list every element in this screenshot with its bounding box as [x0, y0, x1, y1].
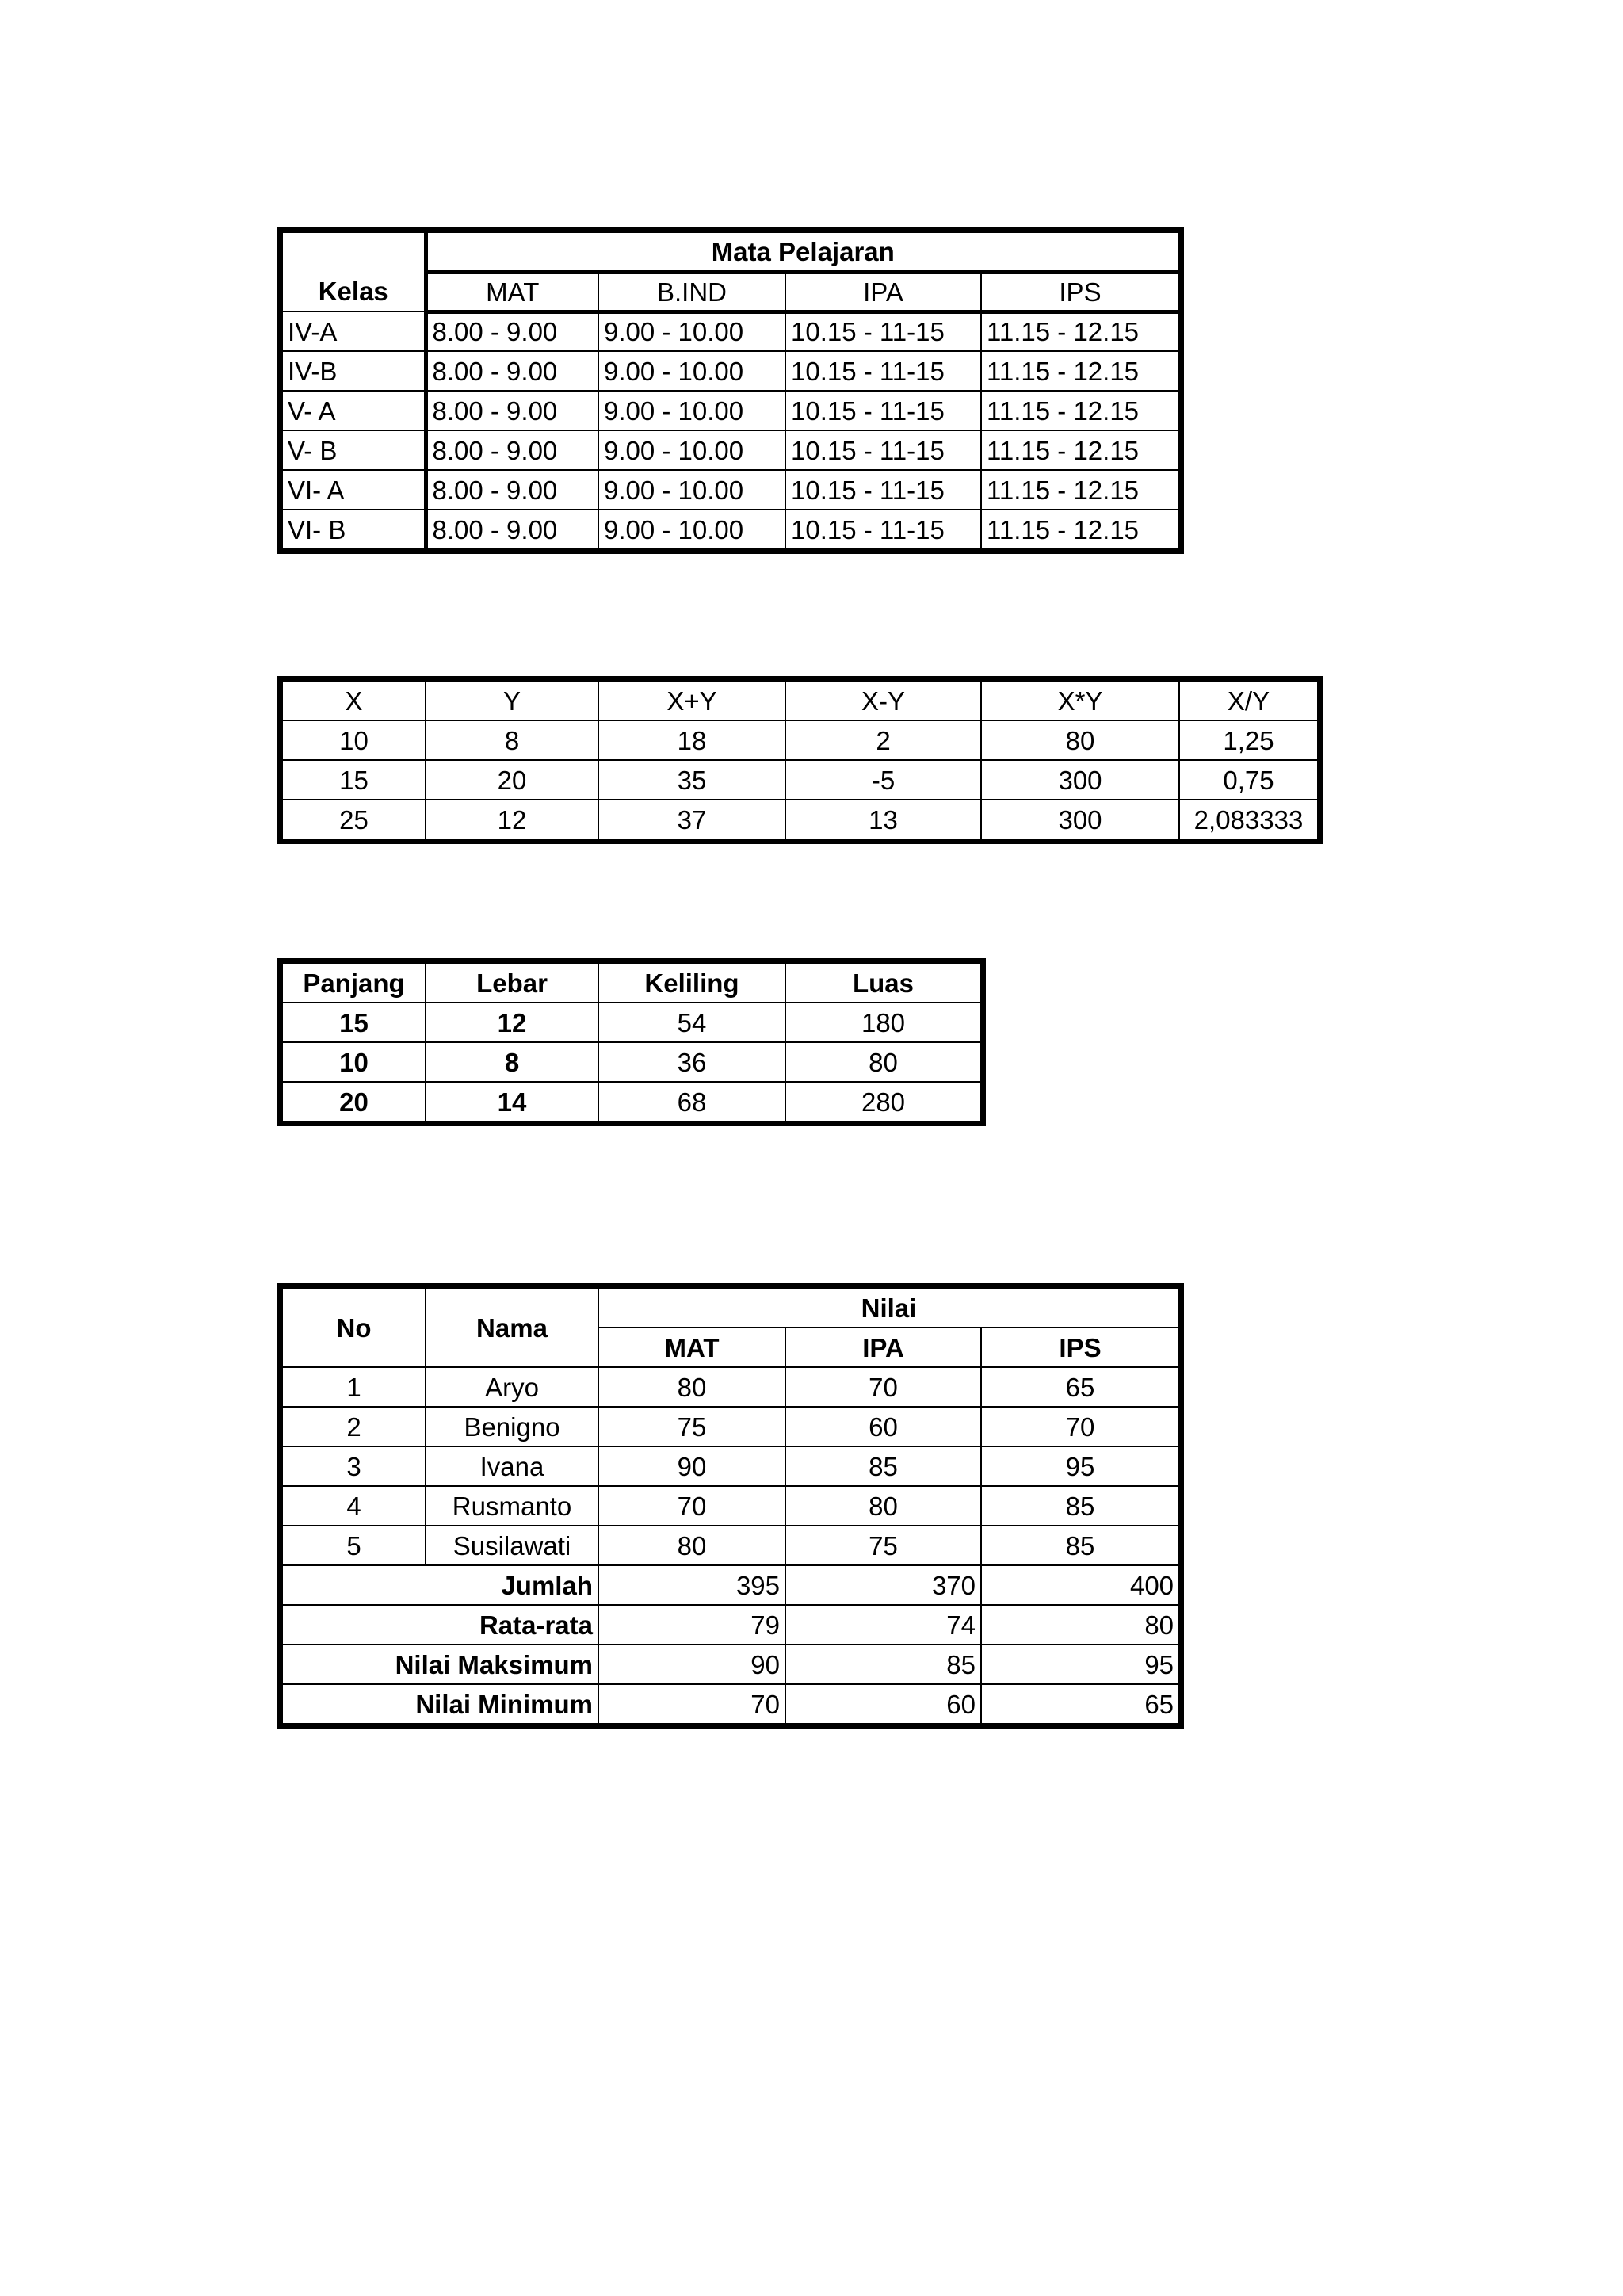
lebar-cell: 8: [426, 1042, 598, 1082]
kelas-cell: V- A: [282, 391, 426, 430]
summary-value: 70: [598, 1684, 785, 1724]
no-header: No: [282, 1288, 426, 1367]
score-cell: 70: [598, 1486, 785, 1526]
score-cell: 80: [598, 1526, 785, 1565]
schedule-row: [282, 311, 1179, 351]
xy-cell: 20: [426, 760, 598, 800]
kelas-cell: IV-A: [282, 311, 426, 351]
nama-cell: Ivana: [426, 1446, 598, 1486]
nama-cell: Rusmanto: [426, 1486, 598, 1526]
schedule-row: [282, 470, 1179, 510]
summary-value: 90: [598, 1645, 785, 1684]
table-row: [282, 1003, 981, 1042]
summary-value: 400: [981, 1565, 1179, 1605]
time-cell: 8.00 - 9.00: [426, 391, 598, 430]
lebar-cell: 12: [426, 1003, 598, 1042]
time-cell: 10.15 - 11-15: [785, 391, 981, 430]
schedule-row: [282, 510, 1179, 549]
time-cell: 8.00 - 9.00: [426, 311, 598, 351]
schedule-row: [282, 351, 1179, 391]
xy-cell: 80: [981, 720, 1179, 760]
table-row: [282, 1486, 1179, 1526]
subject-header: IPS: [981, 272, 1179, 311]
time-cell: 11.15 - 12.15: [981, 510, 1179, 549]
table-row: [282, 1446, 1179, 1486]
score-cell: 70: [981, 1407, 1179, 1446]
table-row: [282, 1526, 1179, 1565]
nama-cell: Aryo: [426, 1367, 598, 1407]
subject-header: IPA: [785, 272, 981, 311]
summary-value: 80: [981, 1605, 1179, 1645]
xy-cell: 25: [282, 800, 426, 839]
grades-table: [281, 1287, 1180, 1725]
summary-value: 65: [981, 1684, 1179, 1724]
summary-label: Rata-rata: [282, 1605, 598, 1645]
table-row: [282, 1367, 1179, 1407]
score-cell: 85: [785, 1446, 981, 1486]
kelas-cell: VI- B: [282, 510, 426, 549]
nama-header: Nama: [426, 1288, 598, 1367]
table-row: [282, 760, 1318, 800]
rect-header: Lebar: [426, 963, 598, 1003]
summary-value: 395: [598, 1565, 785, 1605]
schedule-row: [282, 430, 1179, 470]
summary-value: 85: [785, 1645, 981, 1684]
rectangle-table: [281, 962, 982, 1122]
panjang-cell: 15: [282, 1003, 426, 1042]
summary-row: [282, 1684, 1179, 1724]
keliling-cell: 54: [598, 1003, 785, 1042]
time-cell: 10.15 - 11-15: [785, 430, 981, 470]
subject-header: B.IND: [598, 272, 785, 311]
summary-value: 79: [598, 1605, 785, 1645]
xy-cell: 300: [981, 800, 1179, 839]
xy-cell: 15: [282, 760, 426, 800]
time-cell: 11.15 - 12.15: [981, 470, 1179, 510]
subject-header: IPA: [785, 1328, 981, 1367]
summary-row: [282, 1645, 1179, 1684]
time-cell: 11.15 - 12.15: [981, 351, 1179, 391]
score-cell: 85: [981, 1486, 1179, 1526]
subject-header: MAT: [426, 272, 598, 311]
subject-header: MAT: [598, 1328, 785, 1367]
table-row: [282, 720, 1318, 760]
time-cell: 11.15 - 12.15: [981, 311, 1179, 351]
score-cell: 80: [785, 1486, 981, 1526]
xy-cell: 2,083333: [1179, 800, 1318, 839]
table-row: [282, 1082, 981, 1121]
summary-label: Nilai Maksimum: [282, 1645, 598, 1684]
table-row: [282, 1407, 1179, 1446]
keliling-cell: 36: [598, 1042, 785, 1082]
keliling-cell: 68: [598, 1082, 785, 1121]
time-cell: 9.00 - 10.00: [598, 510, 785, 549]
xy-header: X-Y: [785, 681, 981, 720]
no-cell: 2: [282, 1407, 426, 1446]
score-cell: 90: [598, 1446, 785, 1486]
kelas-cell: IV-B: [282, 351, 426, 391]
xy-header: X*Y: [981, 681, 1179, 720]
mata-pelajaran-header: Mata Pelajaran: [426, 232, 1179, 272]
xy-cell: 1,25: [1179, 720, 1318, 760]
schedule-table: [281, 231, 1180, 550]
kelas-cell: V- B: [282, 430, 426, 470]
luas-cell: 180: [785, 1003, 981, 1042]
score-cell: 95: [981, 1446, 1179, 1486]
summary-value: 74: [785, 1605, 981, 1645]
time-cell: 9.00 - 10.00: [598, 311, 785, 351]
xy-cell: 35: [598, 760, 785, 800]
subject-header: IPS: [981, 1328, 1179, 1367]
time-cell: 11.15 - 12.15: [981, 430, 1179, 470]
score-cell: 80: [598, 1367, 785, 1407]
xy-cell: -5: [785, 760, 981, 800]
luas-cell: 80: [785, 1042, 981, 1082]
rect-header: Panjang: [282, 963, 426, 1003]
time-cell: 8.00 - 9.00: [426, 430, 598, 470]
xy-cell: 10: [282, 720, 426, 760]
xy-cell: 18: [598, 720, 785, 760]
summary-value: 95: [981, 1645, 1179, 1684]
summary-row: [282, 1565, 1179, 1605]
xy-cell: 0,75: [1179, 760, 1318, 800]
time-cell: 9.00 - 10.00: [598, 391, 785, 430]
score-cell: 75: [785, 1526, 981, 1565]
time-cell: 10.15 - 11-15: [785, 510, 981, 549]
panjang-cell: 10: [282, 1042, 426, 1082]
xy-header: X: [282, 681, 426, 720]
table-row: [282, 800, 1318, 839]
kelas-header: Kelas: [282, 232, 426, 311]
xy-header: Y: [426, 681, 598, 720]
score-cell: 60: [785, 1407, 981, 1446]
time-cell: 8.00 - 9.00: [426, 510, 598, 549]
xy-table: [281, 680, 1319, 840]
no-cell: 1: [282, 1367, 426, 1407]
score-cell: 65: [981, 1367, 1179, 1407]
summary-row: [282, 1605, 1179, 1645]
summary-value: 60: [785, 1684, 981, 1724]
xy-cell: 12: [426, 800, 598, 839]
time-cell: 8.00 - 9.00: [426, 351, 598, 391]
xy-header: X+Y: [598, 681, 785, 720]
summary-label: Nilai Minimum: [282, 1684, 598, 1724]
score-cell: 70: [785, 1367, 981, 1407]
rect-header: Luas: [785, 963, 981, 1003]
kelas-cell: VI- A: [282, 470, 426, 510]
score-cell: 75: [598, 1407, 785, 1446]
time-cell: 11.15 - 12.15: [981, 391, 1179, 430]
nama-cell: Benigno: [426, 1407, 598, 1446]
xy-cell: 8: [426, 720, 598, 760]
no-cell: 4: [282, 1486, 426, 1526]
xy-header: X/Y: [1179, 681, 1318, 720]
time-cell: 8.00 - 9.00: [426, 470, 598, 510]
time-cell: 10.15 - 11-15: [785, 351, 981, 391]
xy-cell: 300: [981, 760, 1179, 800]
time-cell: 10.15 - 11-15: [785, 470, 981, 510]
schedule-row: [282, 391, 1179, 430]
no-cell: 3: [282, 1446, 426, 1486]
nilai-header: Nilai: [598, 1288, 1179, 1328]
time-cell: 9.00 - 10.00: [598, 470, 785, 510]
xy-cell: 2: [785, 720, 981, 760]
xy-cell: 13: [785, 800, 981, 839]
time-cell: 9.00 - 10.00: [598, 351, 785, 391]
score-cell: 85: [981, 1526, 1179, 1565]
time-cell: 9.00 - 10.00: [598, 430, 785, 470]
panjang-cell: 20: [282, 1082, 426, 1121]
no-cell: 5: [282, 1526, 426, 1565]
nama-cell: Susilawati: [426, 1526, 598, 1565]
rect-header: Keliling: [598, 963, 785, 1003]
luas-cell: 280: [785, 1082, 981, 1121]
lebar-cell: 14: [426, 1082, 598, 1121]
xy-cell: 37: [598, 800, 785, 839]
table-row: [282, 1042, 981, 1082]
time-cell: 10.15 - 11-15: [785, 311, 981, 351]
summary-value: 370: [785, 1565, 981, 1605]
summary-label: Jumlah: [282, 1565, 598, 1605]
